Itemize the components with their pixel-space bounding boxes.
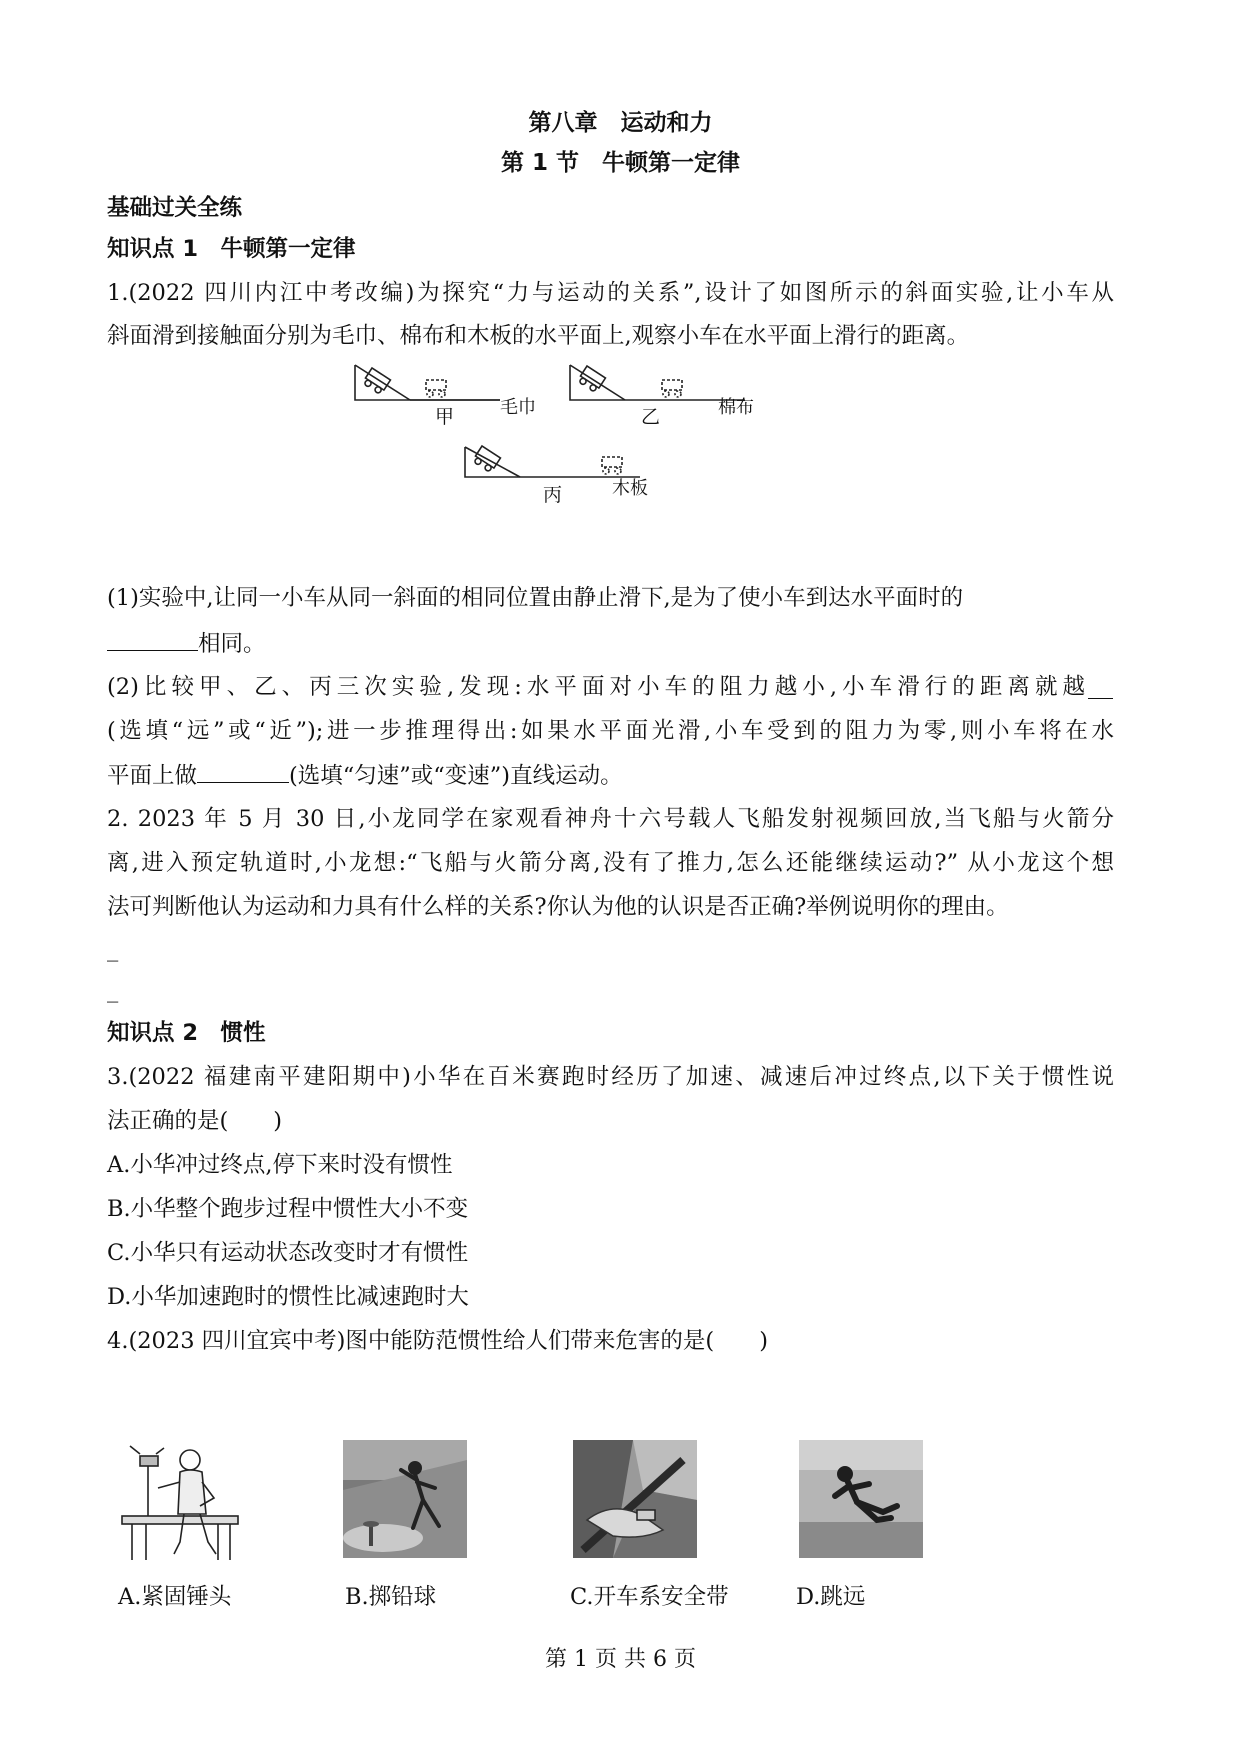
- label-bing-surface: 木板: [612, 478, 648, 499]
- chapter-title: 第八章 运动和力: [528, 110, 713, 136]
- q1-part1-line2: 相同。: [107, 628, 266, 659]
- section-title: 第 1 节 牛顿第一定律: [500, 150, 741, 176]
- q3-line2: 法正确的是( ): [107, 1108, 283, 1134]
- q3-line1: 3.(2022 福建南平建阳期中)小华在百米赛跑时经历了加速、减速后冲过终点,以下关于惯性说: [107, 1064, 1114, 1090]
- label-bing: 丙: [543, 484, 563, 506]
- q3-option-c[interactable]: C.小华只有运动状态改变时才有惯性: [107, 1240, 469, 1266]
- knowledge-point-2: 知识点 2 惯性: [107, 1020, 266, 1046]
- q2-answer-mark-1[interactable]: _: [107, 936, 119, 962]
- q1-part1-line1: (1)实验中,让同一小车从同一斜面的相同位置由静止滑下,是为了使小车到达水平面时的: [107, 585, 964, 611]
- q3-option-d[interactable]: D.小华加速跑时的惯性比减速跑时大: [107, 1284, 469, 1310]
- answer-blank-1[interactable]: [107, 628, 198, 651]
- q3-option-b[interactable]: B.小华整个跑步过程中惯性大小不变: [107, 1196, 469, 1222]
- hammer-tightening-image: [118, 1442, 246, 1562]
- answer-blank-3[interactable]: [197, 760, 289, 783]
- page-footer: 第 1 页 共 6 页: [545, 1647, 696, 1672]
- q2-answer-mark-2[interactable]: _: [107, 977, 119, 1003]
- q1-line2: 斜面滑到接触面分别为毛巾、棉布和木板的水平面上,观察小车在水平面上滑行的距离。: [107, 323, 970, 349]
- incline-yi: [570, 365, 745, 400]
- part-title: 基础过关全练: [107, 195, 243, 221]
- q2-line1: 2. 2023 年 5 月 30 日,小龙同学在家观看神舟十六号载人飞船发射视频回放,当飞船与火箭分: [107, 806, 1114, 832]
- q4-stem: 4.(2023 四川宜宾中考)图中能防范惯性给人们带来危害的是( ): [107, 1328, 768, 1354]
- q4-option-a[interactable]: A.紧固锤头: [118, 1584, 232, 1610]
- seatbelt-image: [573, 1440, 697, 1558]
- incline-jia: [355, 365, 500, 400]
- q1-part2-line1: (2)比较甲、乙、丙三次实验,发现:水平面对小车的阻力越小,小车滑行的距离就越: [107, 674, 1085, 700]
- q4-option-d[interactable]: D.跳远: [796, 1584, 866, 1610]
- long-jump-image: [799, 1440, 923, 1558]
- q4-option-c[interactable]: C.开车系安全带: [570, 1584, 729, 1610]
- shot-put-image: [343, 1440, 467, 1558]
- q3-option-a[interactable]: A.小华冲过终点,停下来时没有惯性: [107, 1152, 453, 1178]
- q1-line1: 1.(2022 四川内江中考改编)为探究“力与运动的关系”,设计了如图所示的斜面实验,让小车从: [107, 280, 1114, 306]
- label-yi-surface: 棉布: [718, 397, 754, 418]
- label-jia-surface: 毛巾: [500, 397, 536, 418]
- label-jia: 甲: [435, 406, 455, 428]
- incline-bing: [465, 446, 640, 477]
- q2-line2: 离,进入预定轨道时,小龙想:“飞船与火箭分离,没有了推力,怎么还能继续运动?” 从小龙这个想: [107, 850, 1114, 876]
- q4-option-b[interactable]: B.掷铅球: [345, 1584, 437, 1610]
- label-yi: 乙: [641, 406, 661, 428]
- answer-blank-2[interactable]: [1088, 676, 1113, 699]
- knowledge-point-1: 知识点 1 牛顿第一定律: [107, 236, 356, 262]
- q2-line3: 法可判断他认为运动和力具有什么样的关系?你认为他的认识是否正确?举例说明你的理由。: [107, 894, 1009, 920]
- incline-experiment-figure: [340, 350, 800, 510]
- q1-part2-line3: 平面上做 (选填“匀速”或“变速”)直线运动。: [107, 760, 623, 791]
- q1-part2-line2: (选填“远”或“近”);进一步推理得出:如果水平面光滑,小车受到的阻力为零,则小车将在水: [107, 718, 1114, 744]
